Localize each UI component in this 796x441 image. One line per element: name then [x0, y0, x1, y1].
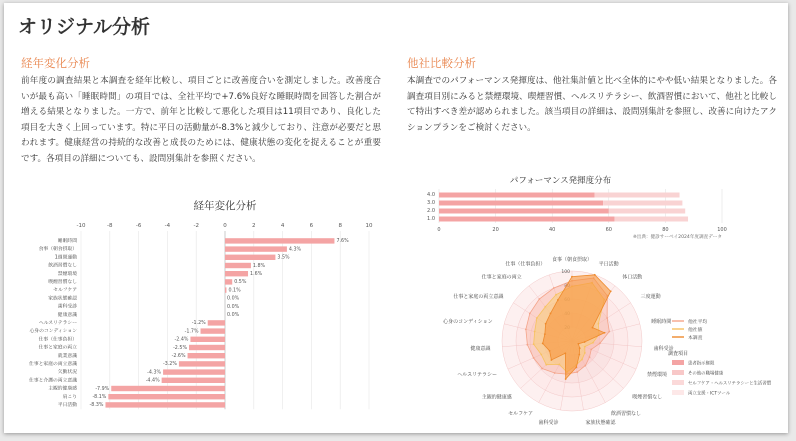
legend2-swatch [672, 360, 684, 365]
radar-point [584, 352, 586, 354]
radar-axis-label: 家族状態確認 [585, 419, 616, 426]
bar [163, 369, 225, 374]
radar-point [538, 298, 540, 300]
bar-value-label: 0.0% [227, 296, 240, 302]
bar-value-label: -8.3% [89, 403, 104, 409]
radar-point [594, 274, 596, 276]
x-tick-label: 40 [549, 227, 556, 233]
bar-category-label: 欠勤状況 [57, 370, 77, 376]
radar-point [571, 276, 573, 278]
dist-chart-title: パフォーマンス発揮度分布 [509, 176, 612, 186]
radar-point [584, 346, 586, 348]
dist-bar-segment [439, 193, 595, 198]
x-tick-label: 10 [365, 223, 373, 229]
bar-category-label: 家族状態確認 [48, 296, 77, 302]
bar-category-label: 心身のコンディション [29, 329, 77, 335]
radar-point [558, 363, 560, 365]
report-page [4, 3, 788, 433]
radar-axis-label: 仕事と家庭の両立 [481, 274, 522, 281]
radar-point [592, 327, 594, 329]
x-tick-label: 60 [605, 227, 612, 233]
radar-point [544, 333, 546, 335]
dist-bar-segment [439, 217, 614, 222]
legend-label: 他社値 [688, 328, 703, 333]
bar-value-label: 0.0% [227, 313, 240, 318]
radar-axis-label: 三度運動 [640, 294, 661, 301]
bar-category-label: 主観的健康感 [48, 386, 77, 392]
radar-point [550, 312, 552, 314]
page-title: オリジナル分析 [18, 16, 151, 38]
yearly-change-heading: 経年変化分析 [21, 56, 90, 70]
radar-axis-label: 健康意識 [470, 345, 491, 352]
dist-chart-note: ※出典：健診サーベイ2024年度調査データ [632, 235, 722, 240]
bar-chart-title: 経年変化分析 [193, 200, 257, 212]
bar-category-label: 仕事と家庭の両立 [38, 345, 77, 351]
legend-label: 本調査 [688, 336, 703, 341]
radar-point [610, 290, 612, 292]
bar [111, 386, 225, 391]
bar-value-label: -2.5% [173, 345, 187, 351]
radar-point [578, 354, 580, 356]
radar-point [536, 317, 538, 319]
x-tick-label: 6 [309, 223, 314, 229]
x-tick-label: -4 [164, 223, 171, 229]
radar-point [581, 359, 583, 361]
radar-axis-label: 心身のコンディション [443, 318, 493, 325]
bar-value-label: 0.0% [227, 304, 240, 310]
bar-category-label: 仕事（仕事負担） [38, 337, 77, 343]
radar-point [554, 372, 556, 374]
radar-point [565, 378, 567, 380]
legend2-label: その他の職場健康 [688, 371, 724, 377]
bar [201, 328, 225, 333]
radar-point [529, 313, 531, 315]
dist-bar-segment [609, 209, 685, 214]
radar-point [545, 364, 547, 366]
dist-bar-segment [595, 193, 680, 198]
radar-axis-label: セルフケア [508, 411, 534, 418]
bar-category-label: 肩こり [62, 394, 77, 400]
dist-bar-segment [614, 217, 688, 222]
bar [225, 263, 251, 268]
bar-category-label: 喫煙習慣なし [48, 280, 77, 285]
radar-point [564, 352, 566, 354]
radar-axis-label: 平日活動 [598, 261, 619, 268]
bar-value-label: -2.6% [171, 354, 186, 359]
radar-point [545, 323, 547, 325]
bar-value-label: 7.6% [336, 239, 349, 245]
radar-point [542, 343, 544, 345]
bar [208, 320, 225, 325]
dist-category-label: 2.0 [427, 208, 435, 214]
x-tick-label: 4 [280, 223, 285, 229]
x-tick-label: -8 [107, 223, 113, 229]
legend2-label: 患者指示権限 [688, 361, 715, 367]
radar-point [579, 347, 581, 349]
competitor-comparison-heading: 他社比較分析 [407, 56, 476, 70]
legend2-swatch [672, 380, 684, 385]
dist-category-label: 1.0 [427, 216, 435, 222]
bar-category-label: 仕事と介護の両立意識 [29, 378, 77, 384]
dist-bar-segment [603, 201, 682, 206]
dist-category-label: 4.0 [427, 192, 435, 198]
bar [189, 345, 225, 350]
bar [188, 353, 225, 358]
radar-axis-label: 睡眠時間 [651, 318, 672, 325]
radar-axis-label: 仕事と家庭の両立意識 [453, 294, 504, 301]
bar-category-label: 仕事と家庭の両立意識 [29, 362, 77, 367]
bar-value-label: 0.5% [234, 280, 247, 286]
radar-axis-label: 歯科受診 [538, 419, 559, 426]
bar-value-label: -2.4% [174, 337, 189, 343]
x-tick-label: 0 [437, 227, 441, 233]
x-tick-label: 8 [338, 223, 342, 229]
bar-value-label: 0.1% [228, 288, 241, 294]
x-tick-label: 20 [492, 227, 499, 233]
bar [179, 361, 225, 366]
radar-point [557, 299, 559, 301]
bar-category-label: 歯科受診 [57, 304, 77, 310]
radar-point [541, 368, 543, 370]
radar-axis-label: 飲酒習慣なし [610, 411, 641, 418]
performance-distribution-chart [404, 171, 734, 243]
radar-point [599, 342, 601, 344]
radar-point [584, 365, 586, 367]
radar-point [584, 341, 586, 343]
radar-axis-label: 主観的健康感 [481, 394, 512, 401]
bar-category-label: セルフケア [53, 288, 77, 294]
bar-value-label: 1.6% [250, 272, 263, 277]
x-tick-label: 0 [223, 223, 227, 229]
radar-point [590, 349, 592, 351]
legend-label: 他社平均 [688, 320, 708, 325]
radar-point [606, 317, 608, 319]
legend2-swatch [672, 390, 684, 395]
radar-axis-label: ヘルスリテラシー [457, 371, 497, 378]
radar-point [608, 331, 610, 333]
radar-point [549, 350, 551, 352]
x-tick-label: -6 [135, 223, 142, 229]
x-tick-label: 2 [252, 223, 256, 229]
yearly-change-chart [14, 193, 384, 433]
bar-value-label: -1.2% [191, 321, 206, 327]
radar-point [533, 357, 535, 359]
radar-point [575, 366, 577, 368]
x-tick-label: -10 [76, 223, 86, 229]
bar-category-label: 睡眠時間 [57, 239, 77, 244]
radar-point [544, 306, 546, 308]
radar-axis-label: 歯科受診 [653, 345, 674, 352]
bar [225, 271, 248, 276]
radar-point [589, 356, 591, 358]
bar-value-label: -8.1% [92, 395, 107, 400]
bar [225, 255, 275, 260]
bar-category-label: 禁煙環境 [57, 271, 77, 277]
bar [190, 337, 225, 342]
radar-point [597, 323, 599, 325]
bar-value-label: 1.8% [252, 263, 266, 269]
radar-point [525, 328, 527, 330]
radar-point [576, 371, 578, 373]
bar-value-label: -3.2% [162, 362, 177, 368]
radar-point [540, 354, 542, 356]
bar-category-label: 1週間運動 [54, 255, 77, 261]
radar-point [533, 343, 535, 345]
radar-point [555, 294, 557, 296]
legend2-swatch [672, 370, 684, 375]
radar-axis-label: 仕事（仕事負担） [505, 261, 546, 268]
bar [225, 287, 226, 292]
competitor-comparison-paragraph: 本調査でのパフォーマンス発揮度は、他社集計値と比べ全体的にやや低い結果となりました。各調査項目別にみると禁煙環境、喫煙習慣、ヘルスリテラシー、飲酒習慣において、他社と比較して特出すべき差が認められました。該当項目の詳細は、設問別集計を参照し、改善に向けたアクションプランをご検討ください。 [407, 76, 777, 133]
bar-category-label: 飲酒習慣なし [48, 263, 77, 269]
x-tick-label: -2 [193, 223, 199, 229]
bar-value-label: -1.7% [184, 329, 199, 335]
bar-category-label: 就業意識 [57, 353, 77, 359]
legend2-label: 両立支援・ICTツール [688, 391, 731, 397]
legend2-label: セルフケア・ヘルスリテラシーと生活習慣 [688, 381, 772, 387]
radar-axis-label: 禁煙環境 [647, 371, 668, 378]
x-tick-label: 100 [717, 227, 727, 233]
dist-category-label: 3.0 [427, 200, 435, 206]
radar-axis-label: 喫煙習慣なし [632, 394, 663, 401]
bar-value-label: 3.5% [277, 255, 290, 261]
bar-value-label: -4.3% [147, 370, 162, 376]
radar-point [592, 342, 594, 344]
bar-category-label: 食事（朝食摂取） [38, 247, 77, 253]
bar [162, 378, 225, 383]
dist-bar-segment [439, 201, 603, 206]
bar [105, 402, 225, 407]
radar-point [550, 359, 552, 361]
bar [225, 279, 232, 284]
bar-category-label: ヘルスリテラシー [38, 321, 77, 326]
bar-category-label: 健康意識 [57, 312, 77, 318]
dist-bar-segment [439, 209, 609, 214]
radar-point [526, 344, 528, 346]
radar-point [534, 331, 536, 333]
bar [108, 394, 225, 399]
radar-point [553, 287, 555, 289]
bar-value-label: -7.9% [95, 386, 110, 392]
radar-axis-label: 体口活動 [622, 274, 643, 281]
x-tick-label: 80 [662, 227, 669, 233]
radar-tick-label: 100 [561, 270, 570, 275]
bar [225, 238, 334, 243]
radar-axis-label: 食事（朝食摂取） [551, 257, 593, 264]
bar [225, 246, 287, 251]
radar-chart [404, 249, 788, 433]
bar-value-label: -4.4% [145, 378, 160, 384]
bar-category-label: 平日活動 [57, 403, 77, 408]
bar-value-label: 4.3% [288, 247, 302, 253]
yearly-change-paragraph: 前年度の調査結果と本調査を経年比較し、項目ごとに改善度合いを測定しました。改善度合いが最も高い「睡眠時間」の項目では、全社平均で+7.6%良好な睡眠時間を回答した割合が増える結果となりました。一方で、前年と比較して悪化した項目は11項目であり、良化した項目を大きく上回っています。特に平日の活動量が-8.3%と減少しており、注意が必要だと思われます。健康経営の持続的な改善と成長のためには、健康状態の変化を捉えることが重要です。各項目の詳細についても、設問別集計を参照ください。 [21, 76, 381, 164]
legend2-title: 調査項目 [668, 351, 689, 357]
radar-point [578, 343, 580, 345]
radar-point [604, 332, 606, 334]
